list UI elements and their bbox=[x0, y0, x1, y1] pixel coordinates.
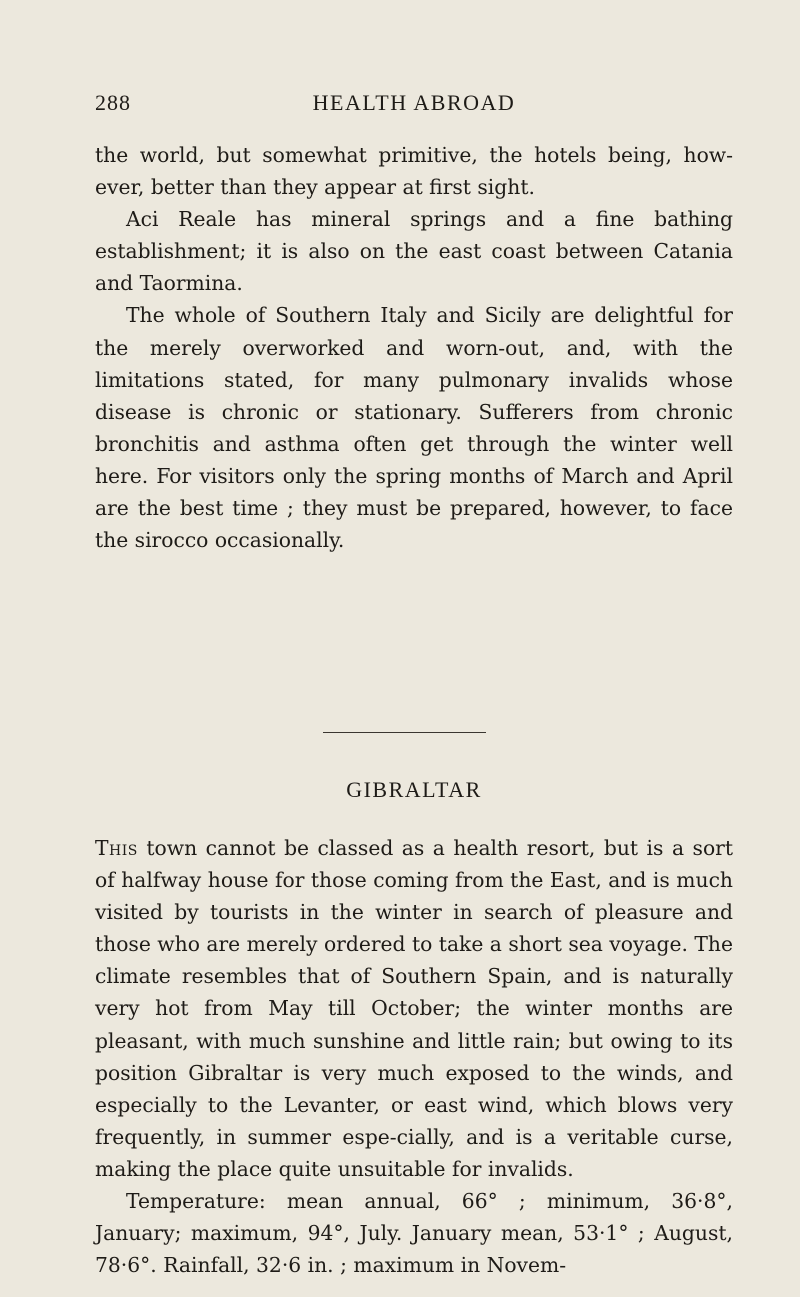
paragraph-gibraltar-intro-text: town cannot be classed as a health resort, but is a sort of halfway house for those coming from the East, and is much visited by tourists in the winter in search of pleasure and those who are merely ordered to take a short sea voyage. The climate resembles that of Southern Spain, and is naturally very hot from May till October; the winter months are pleasant, with much sunshine and little rain; but owing to its position Gibraltar is very much exposed to the winds, and especially to the Levanter, or east wind, which blows very frequently, in summer espe-cially, and is a veritable curse, making the place quite unsuitable for invalids. bbox=[95, 836, 733, 1181]
lead-word: This bbox=[95, 836, 138, 860]
section-divider bbox=[323, 732, 486, 733]
paragraph-continuation: the world, but somewhat primitive, the hotels being, how-ever, better than they appear at first sight. bbox=[95, 143, 733, 200]
paragraph-gibraltar-intro bbox=[95, 832, 733, 1185]
sicily-text-block bbox=[95, 139, 733, 556]
gibraltar-text-block bbox=[95, 832, 733, 1281]
page-number: 288 bbox=[95, 90, 131, 115]
running-head bbox=[95, 90, 733, 120]
paragraph-temperature: Temperature: mean annual, 66° ; minimum, 36·8°, January; maximum, 94°, July. January mean, 53·1° ; August, 78·6°. Rainfall, 32·6 in. ; maximum in Novem- bbox=[95, 1189, 733, 1278]
section-title-gibraltar: GIBRALTAR bbox=[346, 777, 482, 802]
paragraph-southern-italy: The whole of Southern Italy and Sicily are delightful for the merely overworked and worn-out, and, with the limitations stated, for many pulmonary invalids whose disease is chronic or stationary. Sufferers from chronic bronchitis and asthma often get through the winter well here. For visitors only the spring months of March and April are the best time ; they must be prepared, however, to face the sirocco occasionally. bbox=[95, 303, 733, 553]
running-title: HEALTH ABROAD bbox=[312, 90, 516, 115]
paragraph-aci-reale: Aci Reale has mineral springs and a fine bathing establishment; it is also on the east coast between Catania and Taormina. bbox=[95, 207, 733, 296]
